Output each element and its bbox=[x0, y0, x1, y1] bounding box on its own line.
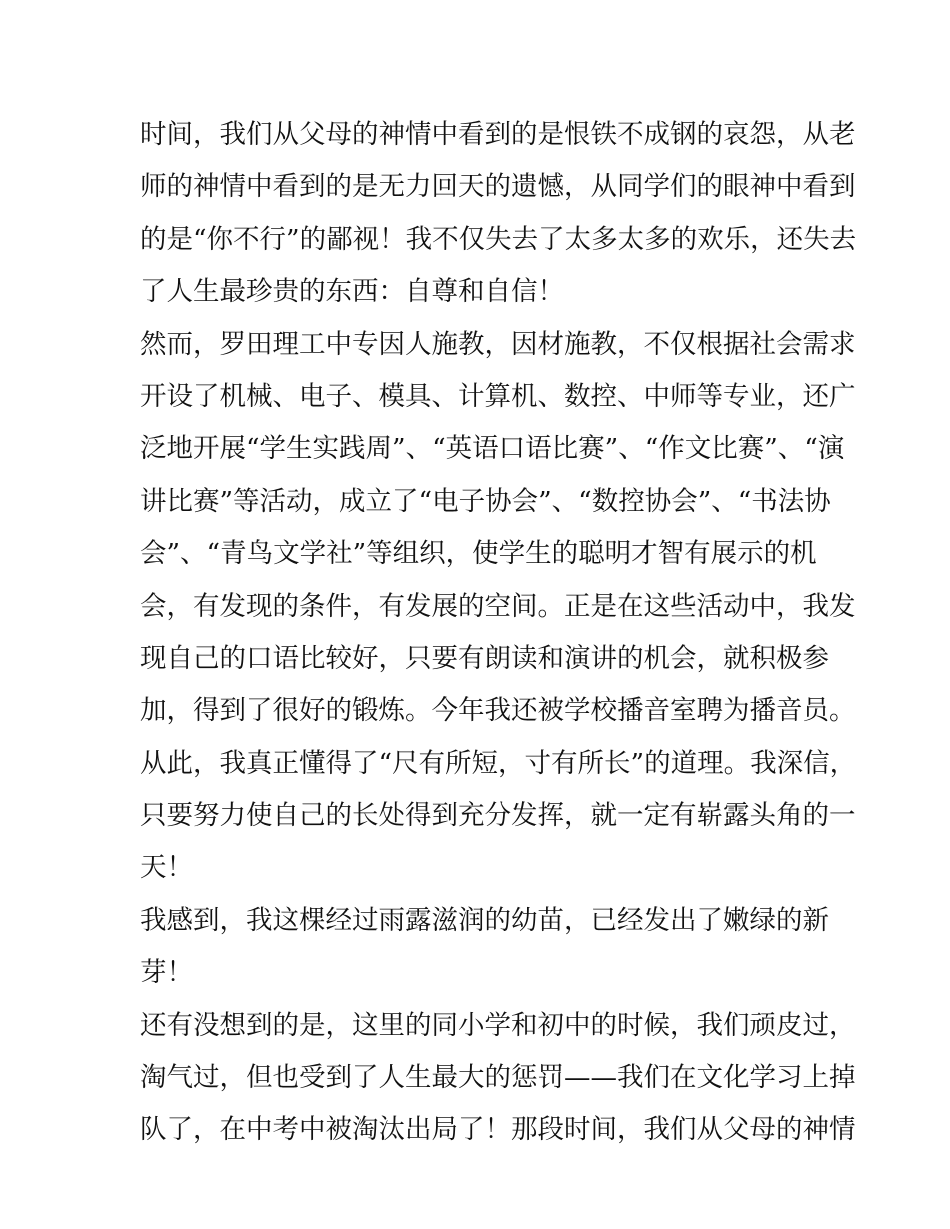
text-line-7: 泛地开展“学生实践周”、“英语口语比赛”、“作文比赛”、“演 bbox=[140, 433, 845, 465]
body-text bbox=[140, 109, 857, 1157]
text-line-14: 只要努力使自己的长处得到充分发挥，就一定有崭露头角的一 bbox=[140, 800, 856, 832]
text-line-6: 开设了机械、电子、模具、计算机、数控、中师等专业，还广 bbox=[140, 380, 856, 412]
text-line-20: 队了，在中考中被淘汰出局了！那段时间，我们从父母的神情 bbox=[140, 1114, 856, 1146]
text-line-18: 还有没想到的是，这里的同小学和初中的时候，我们顽皮过， bbox=[140, 1009, 856, 1041]
text-line-11: 现自己的口语比较好，只要有朗读和演讲的机会，就积极参 bbox=[140, 642, 829, 674]
text-line-9: 会”、“青鸟文学社”等组织，使学生的聪明才智有展示的机 bbox=[140, 538, 817, 570]
text-line-2: 师的神情中看到的是无力回天的遗憾，从同学们的眼神中看到 bbox=[140, 171, 856, 203]
text-line-1: 时间，我们从父母的神情中看到的是恨铁不成钢的哀怨，从老 bbox=[140, 119, 856, 150]
text-line-10: 会，有发现的条件，有发展的空间。正是在这些活动中，我发 bbox=[140, 590, 856, 622]
text-line-13: 从此，我真正懂得了“尺有所短，寸有所长”的道理。我深信， bbox=[140, 747, 857, 779]
text-line-17: 芽！ bbox=[140, 957, 193, 989]
text-line-19: 淘气过，但也受到了人生最大的惩罚——我们在文化学习上掉 bbox=[140, 1062, 856, 1094]
text-line-15: 天！ bbox=[140, 852, 193, 884]
text-line-8: 讲比赛”等活动，成立了“电子协会”、“数控协会”、“书法协 bbox=[140, 485, 831, 517]
text-line-3: 的是“你不行”的鄙视！我不仅失去了太多太多的欢乐，还失去 bbox=[140, 223, 857, 255]
text-line-5: 然而，罗田理工中专因人施教，因材施教，不仅根据社会需求 bbox=[140, 328, 856, 360]
text-line-4: 了人生最珍贵的东西：自尊和自信！ bbox=[140, 276, 564, 308]
text-line-16: 我感到，我这棵经过雨露滋润的幼苗，已经发出了嫩绿的新 bbox=[140, 904, 829, 936]
text-line-12: 加，得到了很好的锻炼。今年我还被学校播音室聘为播音员。 bbox=[140, 695, 856, 727]
